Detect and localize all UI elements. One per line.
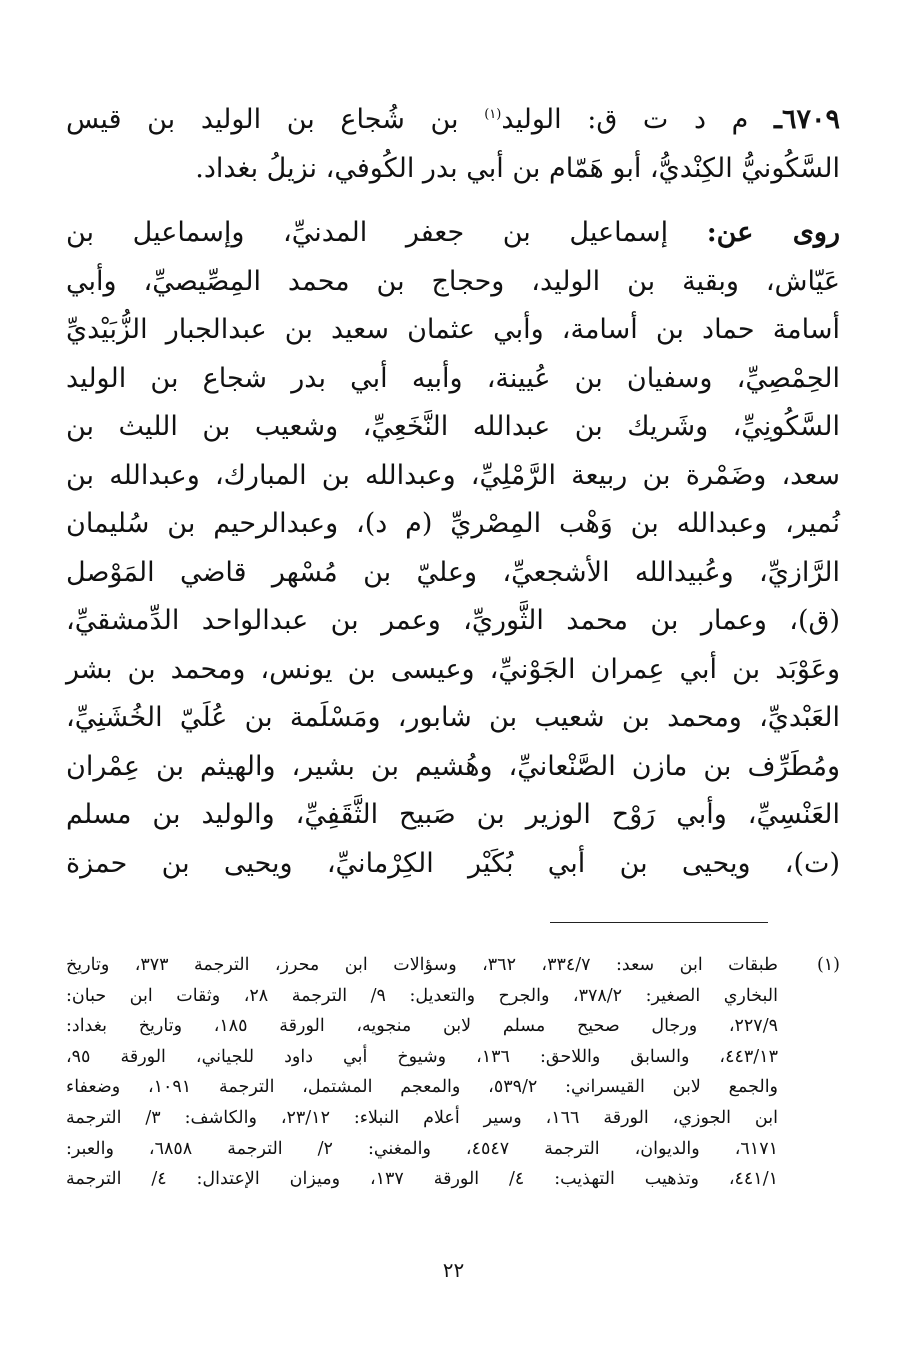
rawa-first-line	[66, 209, 840, 258]
footnote-label: (١)	[816, 955, 840, 975]
entry-codes: م د ت ق:	[587, 104, 749, 135]
text-line: الحِمْصِيِّ، وسفيان بن عُيينة، وأبيه أبي بدر شجاع بن الوليد	[66, 362, 840, 394]
footnote-line: ٤٤٣/١٣، والسابق واللاحق: ١٣٦، وشيوخ أبي داود للجياني، الورقة ٩٥،	[66, 1046, 778, 1067]
footnote-line: ابن الجوزي، الورقة ١٦٦، وسير أعلام النبلاء: ٢٣/١٢، والكاشف: ٣/ الترجمة	[66, 1107, 778, 1128]
footnote-line: ٦١٧١، والديوان، الترجمة ٤٥٤٧، والمغني: ٢/ الترجمة ٦٨٥٨، والعبر:	[66, 1138, 778, 1159]
footnote	[66, 950, 840, 1195]
text-line: السَّكُونِيِّ، وشَريك بن عبدالله النَّخَعِيِّ، وشعيب بن الليث بن	[66, 411, 840, 442]
footnote-line: ٢٢٧/٩، ورجال صحيح مسلم لابن منجويه، الورقة ١٨٥، وتاريخ بغداد:	[66, 1016, 778, 1037]
text-line: (ق)، وعمار بن محمد الثَّوريِّ، وعمر بن عبدالواحد الدِّمشقيِّ،	[66, 605, 840, 636]
text-line: الرَّازيِّ، وعُبيدالله الأشجعيِّ، وعليّ بن مُسْهر قاضي المَوْصل	[66, 556, 840, 588]
footnote-line: ٤٤١/١، وتذهيب التهذيب: ٤/ الورقة ١٣٧، وميزان الإعتدال: ٤/ الترجمة	[66, 1169, 778, 1190]
text-line: أسامة حماد بن أسامة، وأبي عثمان سعيد بن عبدالجبار الزُّبَيْديِّ	[66, 314, 840, 345]
entry-name: الوليد	[501, 104, 562, 135]
text-line: نُمير، وعبدالله بن وَهْب المِصْريِّ (م د)، وعبدالرحيم بن سُليمان	[66, 508, 840, 539]
entry-heading-line	[66, 96, 840, 145]
footnote-separator	[550, 922, 768, 923]
footnote-line: البخاري الصغير: ٣٧٨/٢، والجرح والتعديل: ٩/ الترجمة ٢٨، وثقات ابن حبان:	[66, 985, 778, 1006]
text-line: وعَوْبَد بن أبي عِمران الجَوْنيِّ، وعيسى بن يونس، ومحمد بن بشر	[66, 653, 840, 685]
main-text	[66, 96, 840, 888]
entry-line-2: السَّكُونيُّ الكِنْديُّ، أبو هَمّام بن أبي بدر الكُوفي، نزيلُ بغداد.	[195, 152, 840, 184]
page-number: ٢٢	[442, 1258, 465, 1282]
rawa-first-text: إسماعيل بن جعفر المدنيِّ، وإسماعيل بن	[66, 217, 669, 248]
text-line: العَبْديِّ، ومحمد بن شعيب بن شابور، ومَسْلَمة بن عُلَيّ الخُشَنِيِّ،	[66, 702, 840, 733]
entry-number: ٦٧٠٩ـ	[774, 104, 840, 135]
footnote-line: والجمع لابن القيسراني: ٥٣٩/٢، والمعجم المشتمل، الترجمة ١٠٩١، وضعفاء	[66, 1077, 779, 1098]
text-line: عَيّاش، وبقية بن الوليد، وحجاج بن محمد المِصِّيصيِّ، وأبي	[66, 265, 840, 297]
text-line: ومُطَرِّف بن مازن الصَّنْعانيِّ، وهُشيم بن بشير، والهيثم بن عِمْران	[66, 750, 840, 782]
rawa-label: روى عن:	[706, 217, 840, 248]
footnote-body	[66, 950, 778, 1195]
text-line: العَنْسِيِّ، وأبي رَوْح الوزير بن صَبيح الثَّقَفِيِّ، والوليد بن مسلم	[66, 799, 840, 830]
text-line: سعد، وضَمْرة بن ربيعة الرَّمْلِيِّ، وعبدالله بن المبارك، وعبدالله بن	[66, 459, 840, 491]
footnote-line: طبقات ابن سعد: ٣٣٤/٧، ٣٦٢، وسؤالات ابن محرز، الترجمة ٣٧٣، وتاريخ	[66, 955, 778, 975]
footnote-ref: (١)	[484, 107, 502, 122]
entry-line1-rest: بن شُجاع بن الوليد بن قيس	[66, 104, 459, 135]
text-line: (ت)، ويحيى بن أبي بُكَيْر الكِرْمانيِّ، ويحيى بن حمزة	[66, 847, 840, 879]
